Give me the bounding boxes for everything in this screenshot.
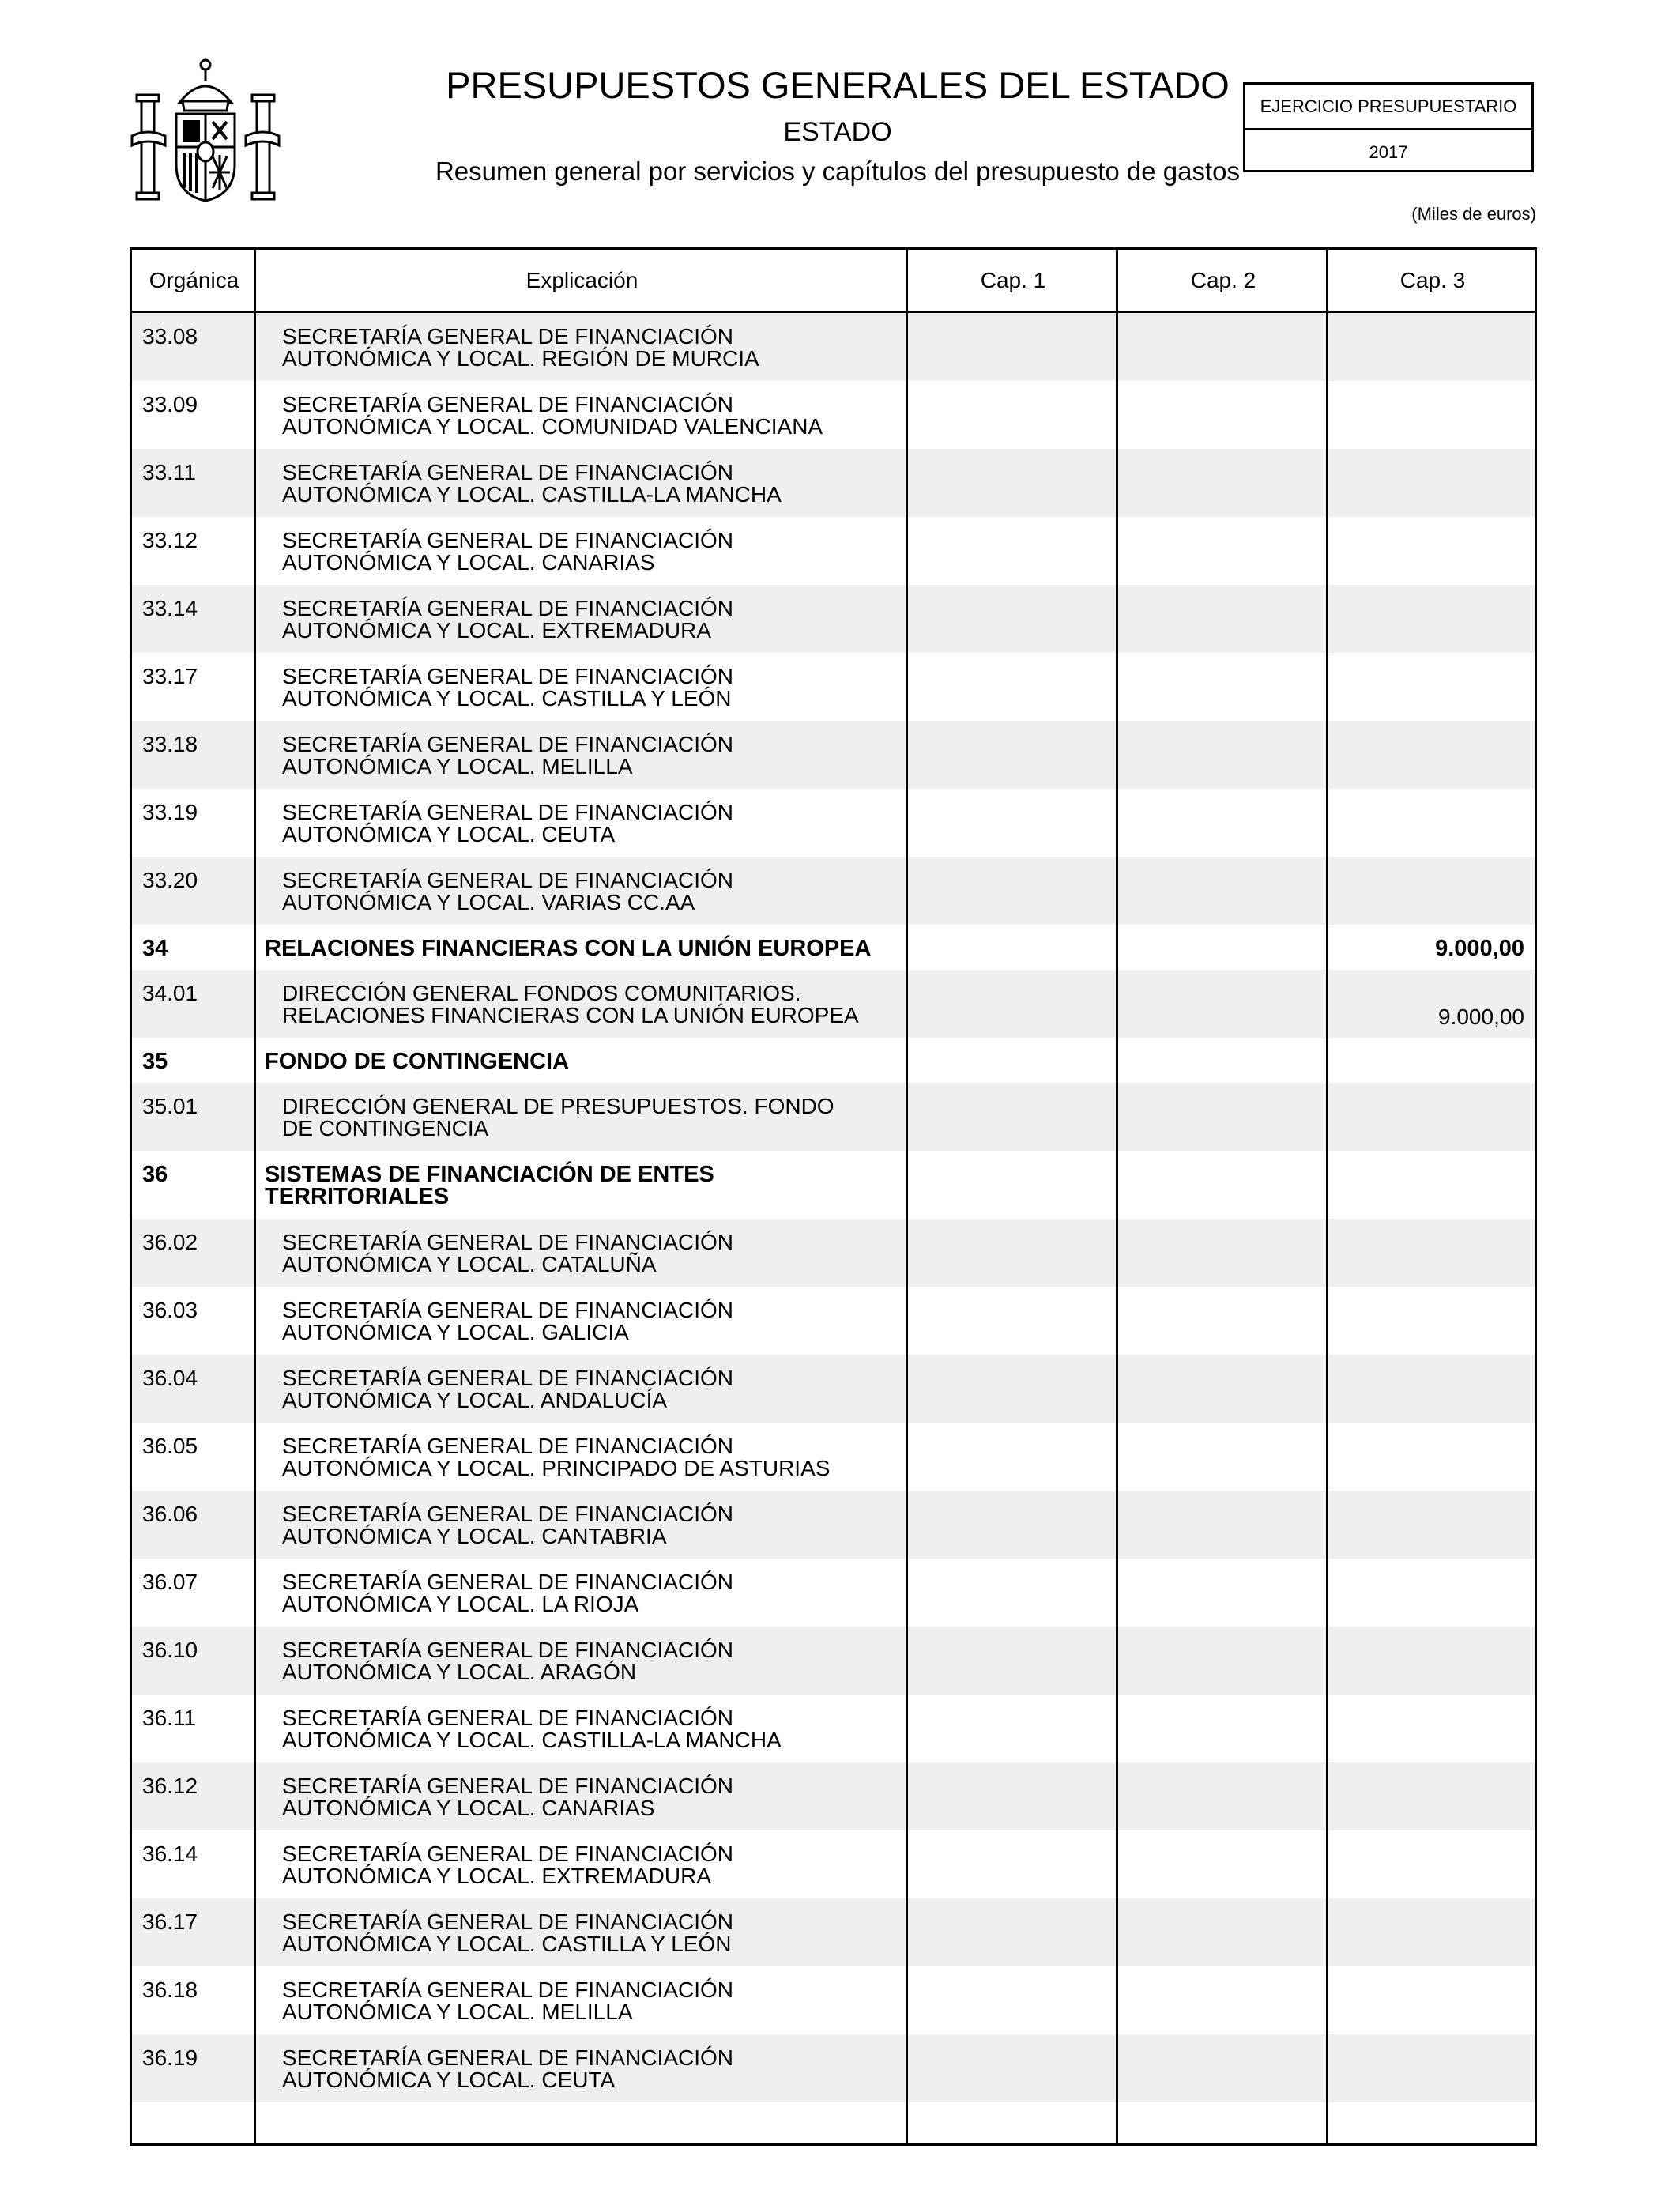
explicacion-line: AUTONÓMICA Y LOCAL. CASTILLA Y LEÓN (282, 686, 732, 711)
cell-organica: 36.17 (142, 1909, 198, 1934)
table-row (132, 1695, 1535, 1762)
cell-explicacion (265, 936, 872, 961)
explicacion-line: SECRETARÍA GENERAL DE FINANCIACIÓN (282, 1434, 733, 1458)
cell-explicacion (282, 2047, 780, 2091)
table-row (132, 1038, 1535, 1083)
explicacion-line: SECRETARÍA GENERAL DE FINANCIACIÓN (282, 324, 733, 349)
cell-explicacion (282, 1434, 831, 1480)
table-row (132, 1762, 1535, 1830)
cell-organica: 36.04 (142, 1366, 198, 1390)
cell-explicacion (282, 981, 859, 1027)
cell-organica: 33.14 (142, 596, 198, 620)
explicacion-line: AUTONÓMICA Y LOCAL. EXTREMADURA (282, 1864, 712, 1888)
table-row (132, 925, 1535, 970)
explicacion-line: AUTONÓMICA Y LOCAL. ARAGÓN (282, 1660, 637, 1684)
explicacion-line: SECRETARÍA GENERAL DE FINANCIACIÓN (282, 1706, 733, 1730)
page-subheading: Resumen general por servicios y capítulos del presupuesto de gastos (435, 156, 1241, 186)
cell-explicacion (282, 1639, 780, 1683)
explicacion-line: SECRETARÍA GENERAL DE FINANCIACIÓN (282, 1230, 733, 1254)
explicacion-line: AUTONÓMICA Y LOCAL. CASTILLA-LA MANCHA (282, 482, 782, 507)
table-row (132, 585, 1535, 653)
cell-organica: 36.14 (142, 1842, 198, 1866)
budget-table (130, 247, 1537, 2146)
cell-organica: 33.20 (142, 868, 198, 892)
table-row (132, 1898, 1535, 1966)
cell-explicacion (265, 1050, 763, 1072)
table-row (132, 2034, 1535, 2102)
explicacion-line: AUTONÓMICA Y LOCAL. VARIAS CC.AA (282, 890, 695, 914)
explicacion-line: AUTONÓMICA Y LOCAL. CEUTA (282, 822, 616, 846)
explicacion-line: SECRETARÍA GENERAL DE FINANCIACIÓN (282, 800, 733, 824)
explicacion-line: AUTONÓMICA Y LOCAL. CATALUÑA (282, 1252, 657, 1276)
cell-organica: 33.11 (142, 460, 196, 484)
table-row (132, 789, 1535, 857)
explicacion-line: SECRETARÍA GENERAL DE FINANCIACIÓN (282, 1570, 733, 1594)
cell-organica: 35 (142, 1049, 168, 1074)
explicacion-line: AUTONÓMICA Y LOCAL. MELILLA (282, 2000, 633, 2024)
explicacion-line: DE CONTINGENCIA (282, 1116, 489, 1140)
explicacion-line: SECRETARÍA GENERAL DE FINANCIACIÓN (282, 1842, 733, 1866)
explicacion-line: TERRITORIALES (265, 1184, 450, 1209)
explicacion-line: AUTONÓMICA Y LOCAL. CANTABRIA (282, 1524, 667, 1548)
explicacion-line: AUTONÓMICA Y LOCAL. LA RIOJA (282, 1592, 639, 1616)
explicacion-line: AUTONÓMICA Y LOCAL. CANARIAS (282, 550, 655, 575)
cell-organica: 33.18 (142, 732, 198, 756)
explicacion-line: SECRETARÍA GENERAL DE FINANCIACIÓN (282, 1774, 733, 1798)
explicacion-line: AUTONÓMICA Y LOCAL. PRINCIPADO DE ASTURIAS (282, 1456, 831, 1480)
explicacion-line: AUTONÓMICA Y LOCAL. MELILLA (282, 754, 633, 778)
col-divider (1116, 250, 1118, 2143)
cell-organica: 36.11 (142, 1706, 196, 1730)
cell-explicacion (282, 462, 780, 506)
table-row (132, 1966, 1535, 2034)
explicacion-line: AUTONÓMICA Y LOCAL. CEUTA (282, 2068, 616, 2092)
spain-coat-of-arms-icon (130, 54, 281, 205)
explicacion-line: AUTONÓMICA Y LOCAL. GALICIA (282, 1320, 629, 1344)
explicacion-line: AUTONÓMICA Y LOCAL. REGIÓN DE MURCIA (282, 346, 759, 371)
cell-explicacion (282, 1707, 780, 1751)
table-row (132, 1355, 1535, 1423)
cell-organica: 36.19 (142, 2045, 198, 2070)
explicacion-line: SECRETARÍA GENERAL DE FINANCIACIÓN (282, 1638, 733, 1662)
explicacion-line: SECRETARÍA GENERAL DE FINANCIACIÓN (282, 1502, 733, 1526)
explicacion-line: SECRETARÍA GENERAL DE FINANCIACIÓN (282, 1366, 733, 1390)
col-header-cap1: Cap. 1 (980, 267, 1046, 292)
explicacion-line: SECRETARÍA GENERAL DE FINANCIACIÓN (282, 868, 733, 892)
explicacion-line: RELACIONES FINANCIERAS CON LA UNIÓN EUROPEA (265, 936, 872, 961)
explicacion-line: SECRETARÍA GENERAL DE FINANCIACIÓN (282, 732, 733, 756)
col-divider (254, 250, 256, 2143)
table-row (132, 1627, 1535, 1695)
col-header-cap3: Cap. 3 (1399, 267, 1466, 292)
explicacion-line: FONDO DE CONTINGENCIA (265, 1049, 570, 1074)
cell-explicacion (282, 1979, 780, 2023)
cell-explicacion (282, 801, 780, 846)
cell-explicacion (282, 1299, 780, 1344)
table-row (132, 313, 1535, 381)
table-body (132, 313, 1535, 2102)
ejercicio-box (1243, 82, 1534, 172)
explicacion-line: RELACIONES FINANCIERAS CON LA UNIÓN EUROPEA (282, 1003, 859, 1027)
col-divider (1326, 250, 1328, 2143)
table-header (132, 250, 1535, 313)
cell-explicacion (282, 1231, 780, 1276)
explicacion-line: AUTONÓMICA Y LOCAL. CANARIAS (282, 1796, 655, 1820)
table-row (132, 857, 1535, 925)
cell-cap3: 9.000,00 (1438, 1005, 1524, 1029)
explicacion-line: AUTONÓMICA Y LOCAL. CASTILLA-LA MANCHA (282, 1728, 782, 1752)
table-row (132, 381, 1535, 449)
table-row (132, 1219, 1535, 1287)
explicacion-line: SECRETARÍA GENERAL DE FINANCIACIÓN (282, 2045, 733, 2070)
explicacion-line: AUTONÓMICA Y LOCAL. EXTREMADURA (282, 618, 712, 643)
cell-organica: 35.01 (142, 1094, 198, 1118)
table-row (132, 1491, 1535, 1559)
table-row (132, 1559, 1535, 1627)
table-row (132, 1151, 1535, 1219)
table-row (132, 449, 1535, 517)
cell-organica: 36 (142, 1162, 168, 1187)
cell-organica: 36.18 (142, 1977, 198, 2002)
cell-explicacion (282, 1911, 780, 1955)
cell-organica: 33.08 (142, 324, 198, 349)
explicacion-line: SECRETARÍA GENERAL DE FINANCIACIÓN (282, 1977, 733, 2002)
units-note: (Miles de euros) (1411, 204, 1536, 224)
cell-organica: 34 (142, 936, 168, 961)
explicacion-line: SECRETARÍA GENERAL DE FINANCIACIÓN (282, 1298, 733, 1322)
table-row (132, 1423, 1535, 1491)
ejercicio-label: EJERCICIO PRESUPUESTARIO (1245, 85, 1531, 130)
cell-explicacion (265, 1163, 763, 1208)
explicacion-line: SECRETARÍA GENERAL DE FINANCIACIÓN (282, 1909, 733, 1934)
cell-explicacion (282, 869, 780, 914)
cell-organica: 34.01 (142, 981, 198, 1005)
explicacion-line: SISTEMAS DE FINANCIACIÓN DE ENTES (265, 1162, 714, 1187)
cell-explicacion (282, 1367, 780, 1412)
cell-organica: 36.03 (142, 1298, 198, 1322)
col-divider (906, 250, 908, 2143)
cell-explicacion (282, 665, 780, 710)
cell-explicacion (282, 1843, 780, 1887)
col-header-organica: Orgánica (149, 267, 239, 292)
explicacion-line: DIRECCIÓN GENERAL FONDOS COMUNITARIOS. (282, 981, 801, 1005)
cell-explicacion (282, 326, 780, 370)
table-row (132, 653, 1535, 721)
cell-organica: 36.06 (142, 1502, 198, 1526)
page-subtitle: ESTADO (783, 117, 892, 147)
cell-explicacion (282, 1775, 780, 1819)
explicacion-line: SECRETARÍA GENERAL DE FINANCIACIÓN (282, 460, 733, 484)
explicacion-line: SECRETARÍA GENERAL DE FINANCIACIÓN (282, 392, 733, 417)
cell-explicacion (282, 598, 780, 642)
explicacion-line: DIRECCIÓN GENERAL DE PRESUPUESTOS. FONDO (282, 1094, 834, 1118)
cell-explicacion (282, 733, 780, 778)
cell-organica: 33.17 (142, 664, 198, 688)
explicacion-line: SECRETARÍA GENERAL DE FINANCIACIÓN (282, 528, 733, 552)
table-row (132, 721, 1535, 789)
col-header-cap2: Cap. 2 (1190, 267, 1256, 292)
cell-cap3: 9.000,00 (1435, 936, 1524, 961)
explicacion-line: SECRETARÍA GENERAL DE FINANCIACIÓN (282, 596, 733, 620)
cell-organica: 36.02 (142, 1230, 198, 1254)
cell-organica: 36.10 (142, 1638, 198, 1662)
table-row (132, 970, 1535, 1038)
explicacion-line: SECRETARÍA GENERAL DE FINANCIACIÓN (282, 664, 733, 688)
table-row (132, 1083, 1535, 1151)
cell-explicacion (282, 1503, 780, 1547)
table-row (132, 1287, 1535, 1355)
explicacion-line: AUTONÓMICA Y LOCAL. COMUNIDAD VALENCIANA (282, 414, 823, 439)
cell-organica: 36.07 (142, 1570, 198, 1594)
table-row (132, 1830, 1535, 1898)
cell-organica: 33.19 (142, 800, 198, 824)
ejercicio-year: 2017 (1369, 141, 1408, 162)
cell-explicacion (282, 530, 780, 574)
page-title: PRESUPUESTOS GENERALES DEL ESTADO (446, 64, 1230, 106)
cell-explicacion (282, 392, 823, 439)
cell-organica: 33.12 (142, 528, 198, 552)
cell-explicacion (282, 1571, 780, 1615)
col-header-explicacion: Explicación (525, 267, 638, 292)
cell-organica: 36.12 (142, 1774, 198, 1798)
cell-organica: 33.09 (142, 392, 198, 417)
explicacion-line: AUTONÓMICA Y LOCAL. ANDALUCÍA (282, 1388, 668, 1412)
cell-organica: 36.05 (142, 1434, 198, 1458)
cell-explicacion (282, 1094, 834, 1140)
table-row (132, 517, 1535, 585)
explicacion-line: AUTONÓMICA Y LOCAL. CASTILLA Y LEÓN (282, 1932, 732, 1956)
